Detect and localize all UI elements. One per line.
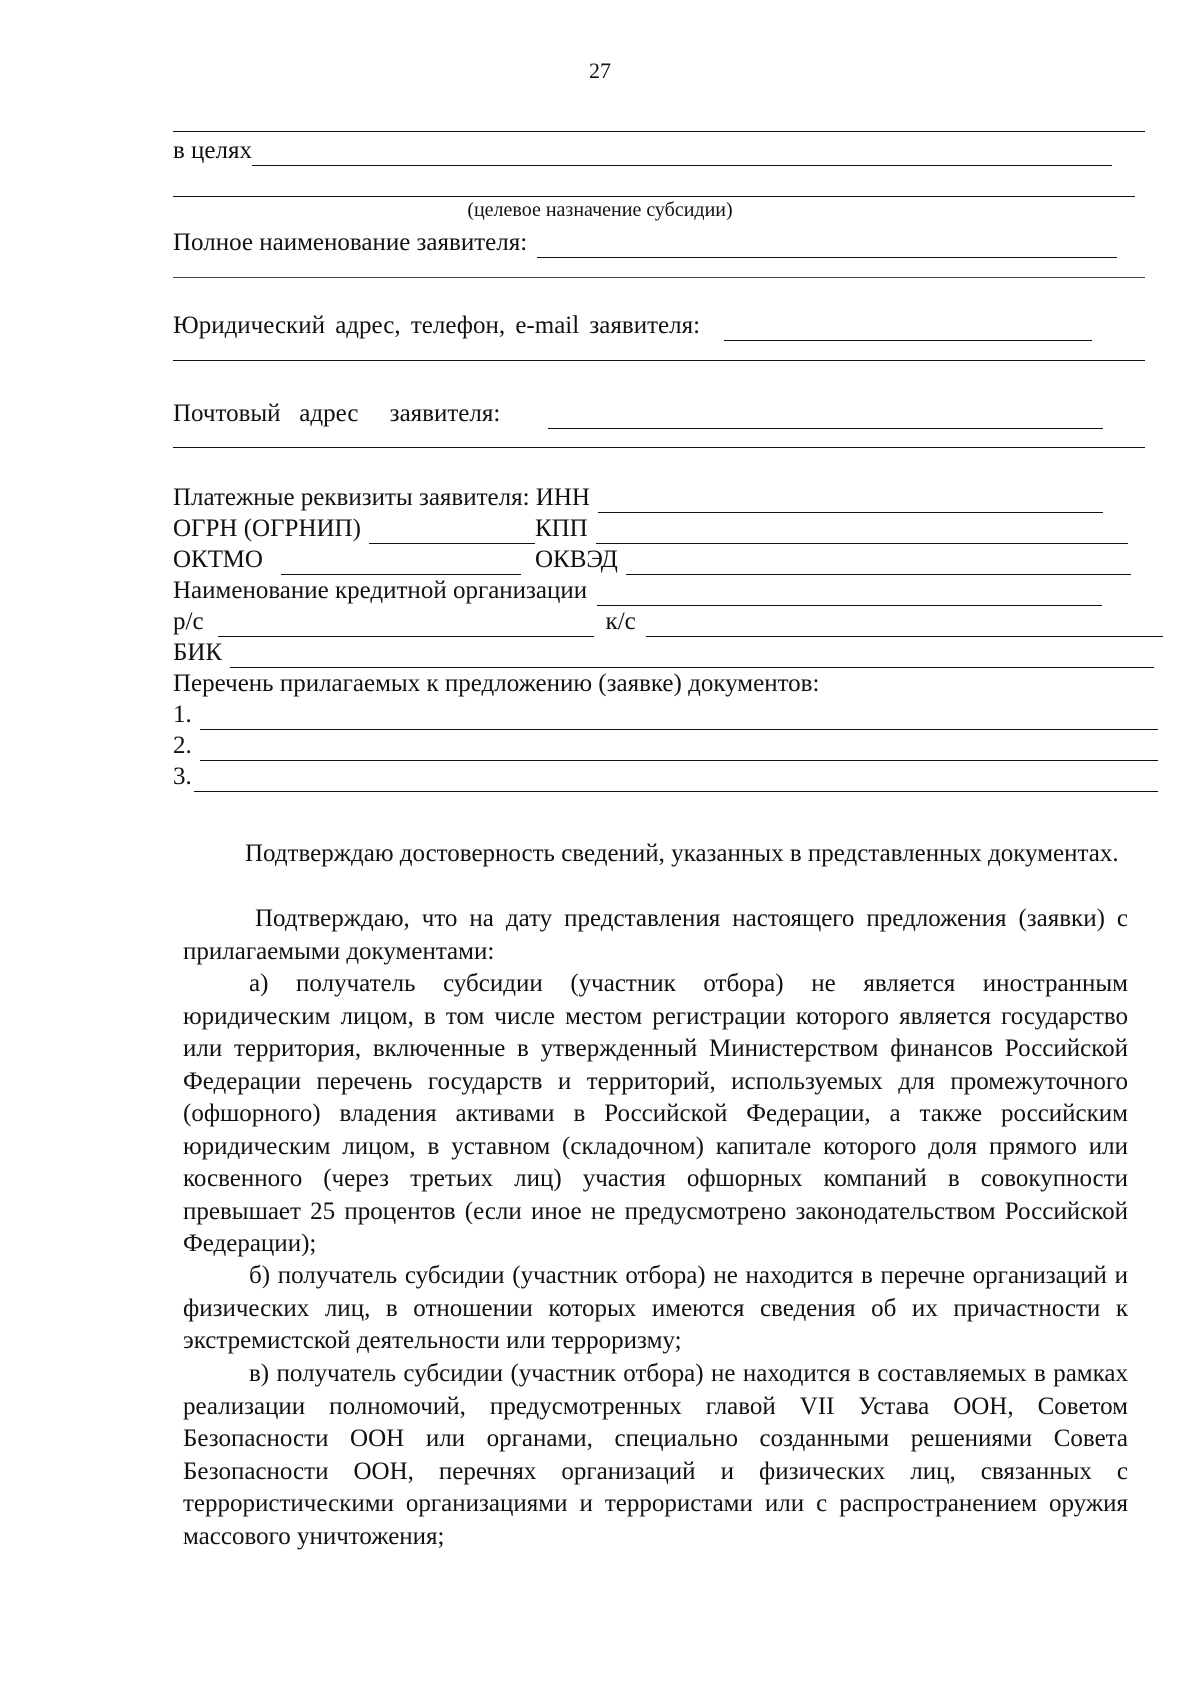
statement-item-a: а) получатель субсидии (участник отбора) не является иностранным юридическим лицом, в том числе местом регистрации которого является государство или территория, включенные в утвержденный Министерством финансов Российской Федерации перечень государств и территорий, используемых для промежуточного (офшорного) владения активами в Российской Федерации, а также российским юридическим лицом, в уставном (складочном) капитале которого доля прямого или косвенного (через третьих лиц) участия офшорных компаний в совокупности превышает 25 процентов (если иное не предусмотрено законодательством Российской Федерации); <box>183 970 1128 1257</box>
bank-blank[interactable] <box>597 583 1102 606</box>
postal-address-label: Почтовый адрес заявителя: <box>173 400 501 427</box>
statement-item-v: в) получатель субсидии (участник отбора) не находится в составляемых в рамках реализации полномочий, предусмотренных главой VII Устава ООН, Советом Безопасности ООН или органами, специально созданными решениями Совета Безопасности ООН, перечнях организаций и физических лиц, связанных с террористическими организациями и террористами или с распространением оружия массового уничтожения; <box>183 1360 1128 1550</box>
bik-label: БИК <box>173 639 223 666</box>
postal-address-row <box>173 399 1103 429</box>
statement-confirmation: Подтверждаю, что на дату представления настоящего предложения (заявки) с прилагаемыми документами: <box>183 905 1128 965</box>
full-name-blank[interactable] <box>537 235 1117 258</box>
bik-row <box>173 638 1154 668</box>
document-item-number: 2. <box>173 732 192 759</box>
accounts-row <box>173 607 1163 637</box>
document-item-2 <box>173 731 1158 761</box>
document-item-3 <box>173 762 1158 792</box>
document-item-blank[interactable] <box>200 707 1158 730</box>
okved-label: ОКВЭД <box>534 546 618 573</box>
ogrn-blank[interactable] <box>369 521 535 544</box>
inn-label: Платежные реквизиты заявителя: ИНН <box>173 484 590 511</box>
top-blank-line[interactable] <box>173 131 1145 132</box>
purpose-row <box>173 136 1112 166</box>
oktmo-blank[interactable] <box>281 552 521 575</box>
statement-item-b: б) получатель субсидии (участник отбора) не находится в перечне организаций и физических лиц, в отношении которых имеются сведения об их причастности к экстремистской деятельности или терроризму; <box>183 1262 1128 1354</box>
postal-address-second-line[interactable] <box>173 447 1145 448</box>
bank-label: Наименование кредитной организации <box>173 577 588 604</box>
statement-authenticity: Подтверждаю достоверность сведений, указанных в представленных документах. <box>245 840 1119 867</box>
purpose-second-line[interactable] <box>173 196 1135 197</box>
kpp-label: КПП <box>534 515 588 542</box>
documents-heading-row <box>173 669 819 699</box>
kpp-blank[interactable] <box>596 521 1128 544</box>
inn-row <box>173 483 1103 513</box>
oktmo-label: ОКТМО <box>173 546 263 573</box>
document-item-number: 3. <box>173 763 192 790</box>
ogrn-kpp-row <box>173 514 1128 544</box>
purpose-label: в целях <box>173 137 253 164</box>
document-item-1 <box>173 700 1158 730</box>
document-item-blank[interactable] <box>194 769 1158 792</box>
document-item-blank[interactable] <box>200 738 1158 761</box>
bank-row <box>173 576 1102 606</box>
full-name-label: Полное наименование заявителя: <box>173 229 528 256</box>
ks-blank[interactable] <box>646 614 1163 637</box>
legal-address-second-line[interactable] <box>173 360 1145 361</box>
ks-label: к/с <box>605 608 636 635</box>
page-number: 27 <box>589 58 611 83</box>
inn-blank[interactable] <box>598 490 1103 513</box>
postal-address-blank[interactable] <box>548 406 1103 429</box>
legal-address-label: Юридический адрес, телефон, e-mail заявителя: <box>173 312 701 339</box>
rs-blank[interactable] <box>218 614 594 637</box>
okved-blank[interactable] <box>626 552 1131 575</box>
rs-label: р/с <box>173 608 204 635</box>
full-name-second-line[interactable] <box>173 277 1145 278</box>
bik-blank[interactable] <box>230 645 1154 668</box>
purpose-caption: (целевое назначение субсидии) <box>467 199 733 221</box>
purpose-blank[interactable] <box>252 143 1112 166</box>
legal-address-row <box>173 311 1092 341</box>
ogrn-label: ОГРН (ОГРНИП) <box>173 515 361 542</box>
full-name-row <box>173 228 1117 258</box>
document-item-number: 1. <box>173 701 192 728</box>
documents-heading: Перечень прилагаемых к предложению (заявке) документов: <box>173 670 820 697</box>
legal-address-blank[interactable] <box>724 318 1092 341</box>
oktmo-okved-row <box>173 545 1131 575</box>
